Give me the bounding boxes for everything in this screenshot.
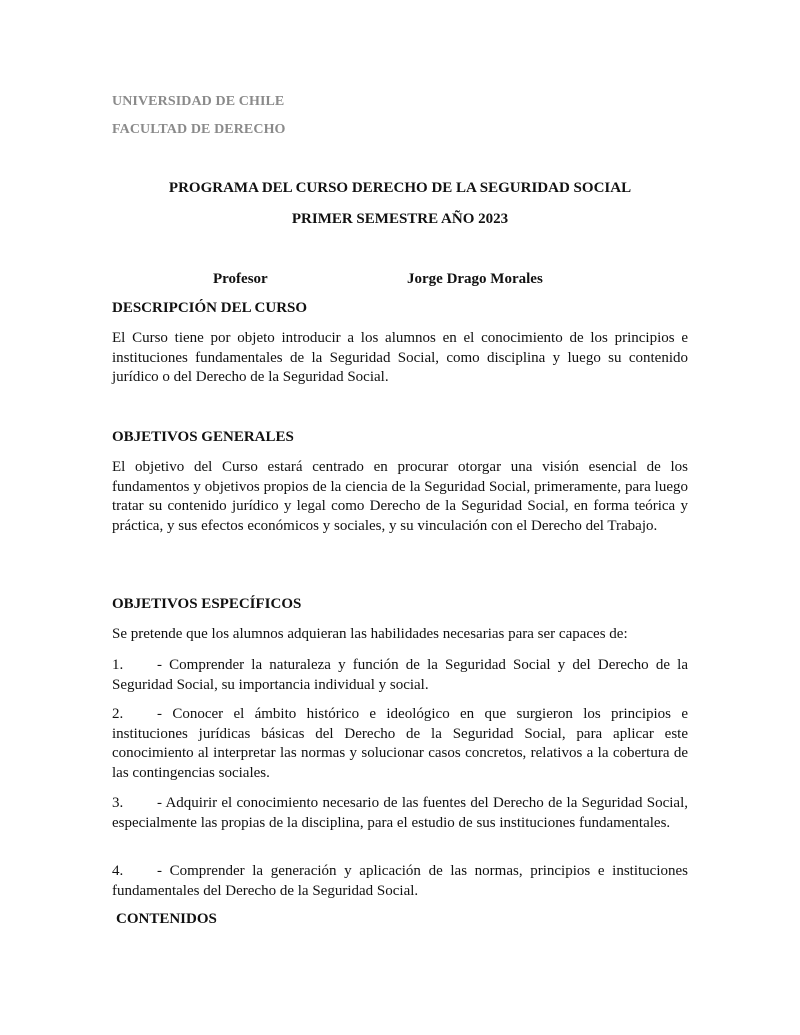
general-objectives-heading: OBJETIVOS GENERALES — [112, 429, 294, 445]
list-item-number: 2. — [112, 706, 124, 722]
list-item-text: - Comprender la naturaleza y función de la Seguridad Social y del Derecho de la Seguridad Social, su importancia individual y social. — [112, 657, 688, 693]
list-item — [112, 862, 688, 901]
faculty-name: FACULTAD DE DERECHO — [112, 122, 286, 137]
list-item-text: - Conocer el ámbito histórico e ideológico en que surgieron los principios e instituciones jurídicas básicas del Derecho de la Seguridad Social, para aplicar este conocimiento al interpretar las normas y solucionar casos concretos, relativos a la cobertura de las contingencias sociales. — [112, 706, 688, 781]
specific-objectives-heading: OBJETIVOS ESPECÍFICOS — [112, 596, 302, 612]
list-item — [112, 794, 688, 833]
general-objectives-text: El objetivo del Curso estará centrado en procurar otorgar una visión esencial de los fundamentos y objetivos propios de la ciencia de la Seguridad Social, primeramente, para luego tratar su contenido jurídico y legal como Derecho de la Seguridad Social, en forma teórica y práctica, y sus efectos económicos y sociales, y su vinculación con el Derecho del Trabajo. — [112, 459, 688, 534]
professor-name: Jorge Drago Morales — [407, 271, 543, 287]
list-item-number: 1. — [112, 657, 124, 673]
description-heading: DESCRIPCIÓN DEL CURSO — [112, 300, 308, 316]
professor-label: Profesor — [213, 271, 268, 287]
contents-heading: CONTENIDOS — [116, 911, 217, 927]
list-item — [112, 656, 688, 695]
list-item-number: 3. — [112, 795, 124, 811]
list-item — [112, 705, 688, 783]
university-name: UNIVERSIDAD DE CHILE — [112, 94, 285, 109]
list-item-number: 4. — [112, 863, 124, 879]
specific-objectives-intro: Se pretende que los alumnos adquieran las habilidades necesarias para ser capaces de: — [112, 626, 628, 642]
list-item-text: - Comprender la generación y aplicación de las normas, principios e instituciones fundamentales del Derecho de la Seguridad Social. — [112, 863, 688, 899]
course-title: PROGRAMA DEL CURSO DERECHO DE LA SEGURIDAD SOCIAL — [168, 180, 632, 196]
semester-title: PRIMER SEMESTRE AÑO 2023 — [291, 211, 509, 227]
list-item-text: - Adquirir el conocimiento necesario de las fuentes del Derecho de la Seguridad Social, especialmente las propias de la disciplina, para el estudio de sus instituciones fundamentales. — [112, 795, 688, 831]
description-text: El Curso tiene por objeto introducir a los alumnos en el conocimiento de los principios e instituciones fundamentales de la Seguridad Social, como disciplina y luego su contenido jurídico o del Derecho de la Seguridad Social. — [112, 330, 688, 385]
